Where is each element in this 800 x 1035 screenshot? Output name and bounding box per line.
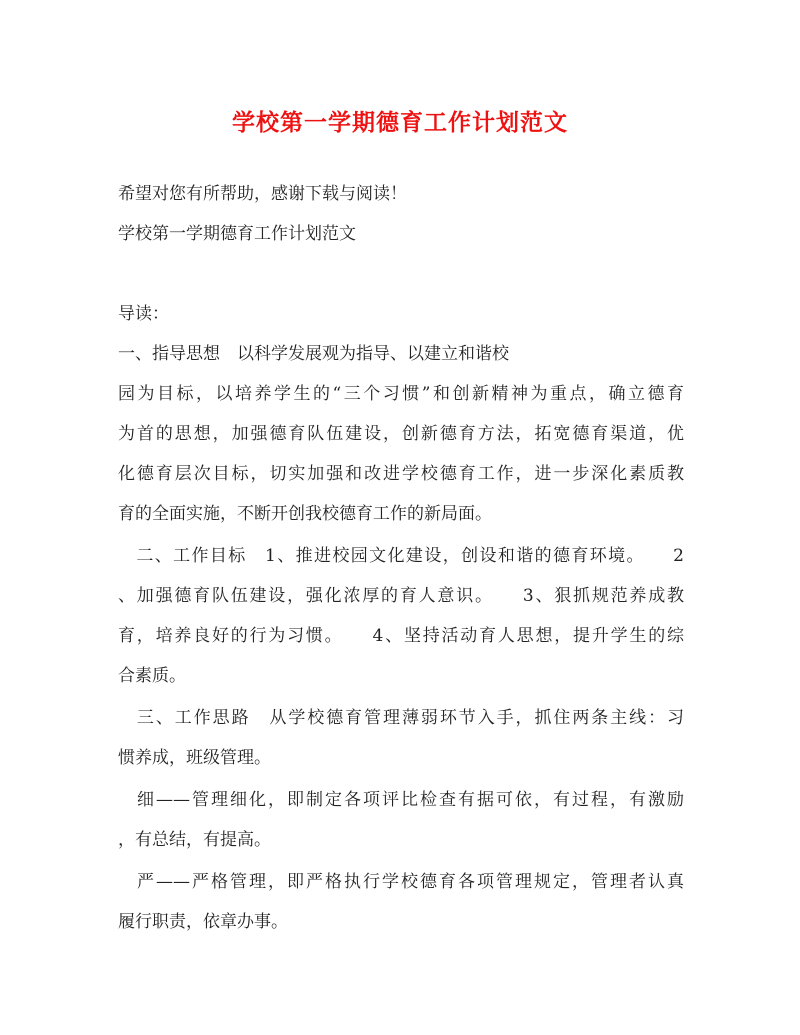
section-2-heading: 二、工作目标 1、推进校园文化建设，创设和谐的德育环境。 2 xyxy=(118,546,684,566)
paragraph-line: 细——管理细化，即制定各项评比检查有据可依，有过程，有激励 xyxy=(118,790,684,810)
paragraph-line: 为首的思想，加强德育队伍建设，创新德育方法，拓宽德育渠道，优 xyxy=(118,424,684,444)
intro-line: 希望对您有所帮助，感谢下载与阅读！ xyxy=(118,184,407,204)
paragraph-line: 化德育层次目标，切实加强和改进学校德育工作，进一步深化素质教 xyxy=(118,464,684,484)
section-3-heading: 三、工作思路 从学校德育管理薄弱环节入手，抓住两条主线：习 xyxy=(118,708,684,728)
paragraph-line: 育的全面实施，不断开创我校德育工作的新局面。 xyxy=(118,504,492,524)
subtitle-line: 学校第一学期德育工作计划范文 xyxy=(118,224,356,244)
paragraph-line: 履行职责，依章办事。 xyxy=(118,912,288,932)
paragraph-line: ，有总结，有提高。 xyxy=(118,830,271,850)
section-1-heading: 一、指导思想 以科学发展观为指导、以建立和谐校 xyxy=(118,344,509,364)
paragraph-line: 合素质。 xyxy=(118,666,186,686)
paragraph-line: 育，培养良好的行为习惯。 4、坚持活动育人思想，提升学生的综 xyxy=(118,626,684,646)
paragraph-line: 严——严格管理，即严格执行学校德育各项管理规定，管理者认真 xyxy=(118,872,684,892)
paragraph-line: 、加强德育队伍建设，强化浓厚的育人意识。 3、狠抓规范养成教 xyxy=(118,586,684,606)
guide-label: 导读： xyxy=(118,304,169,324)
paragraph-line: 园为目标，以培养学生的“三个习惯”和创新精神为重点，确立德育 xyxy=(118,384,684,404)
paragraph-line: 惯养成，班级管理。 xyxy=(118,748,271,768)
document-title: 学校第一学期德育工作计划范文 xyxy=(232,109,568,136)
